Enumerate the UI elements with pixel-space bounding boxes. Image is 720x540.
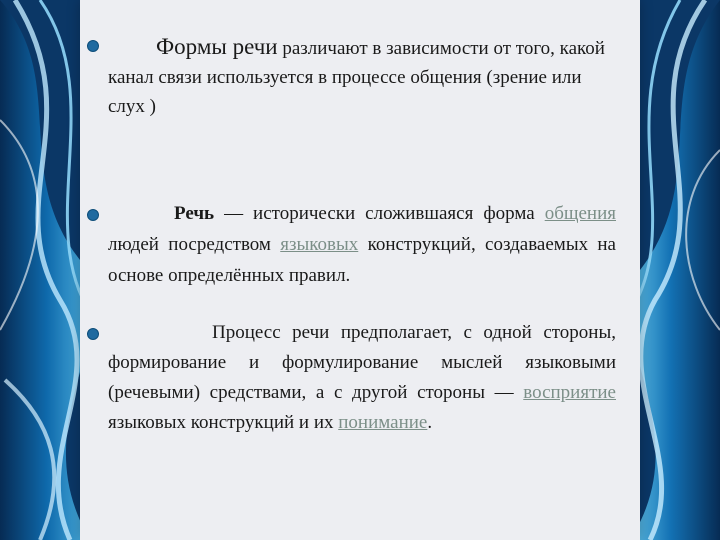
bullet-icon xyxy=(87,328,99,340)
bullet-icon xyxy=(87,40,99,52)
paragraph-speech-process xyxy=(108,318,616,438)
paragraph-speech-forms xyxy=(108,32,616,121)
paragraph-lead: Формы речи xyxy=(156,34,278,59)
link-understanding[interactable]: понимание xyxy=(338,412,428,433)
paragraph-text: языковых конструкций и их xyxy=(108,412,339,433)
paragraph-speech-definition xyxy=(108,198,616,291)
term-bold: Речь xyxy=(174,203,215,224)
link-communication[interactable]: общения xyxy=(544,203,616,224)
paragraph-text: — исторически сложившаяся форма xyxy=(214,203,545,224)
paragraph-text: конструкций, создаваемых на основе определённых правил. xyxy=(108,234,616,286)
paragraph-text: . xyxy=(427,412,433,433)
link-perception[interactable]: восприятие xyxy=(523,382,616,403)
paragraph-text: Процесс речи предполагает, с одной стороны, формирование и формулирование мыслей языковыми (речевыми) средствами, а с другой стороны — xyxy=(108,322,616,403)
paragraph-text: людей посредством xyxy=(108,234,281,255)
paragraph-text: различают в зависимости от того, какой канал связи используется в процессе общения (зрение или слух ) xyxy=(108,38,605,117)
link-linguistic[interactable]: языковых xyxy=(280,234,359,255)
bullet-icon xyxy=(87,209,99,221)
